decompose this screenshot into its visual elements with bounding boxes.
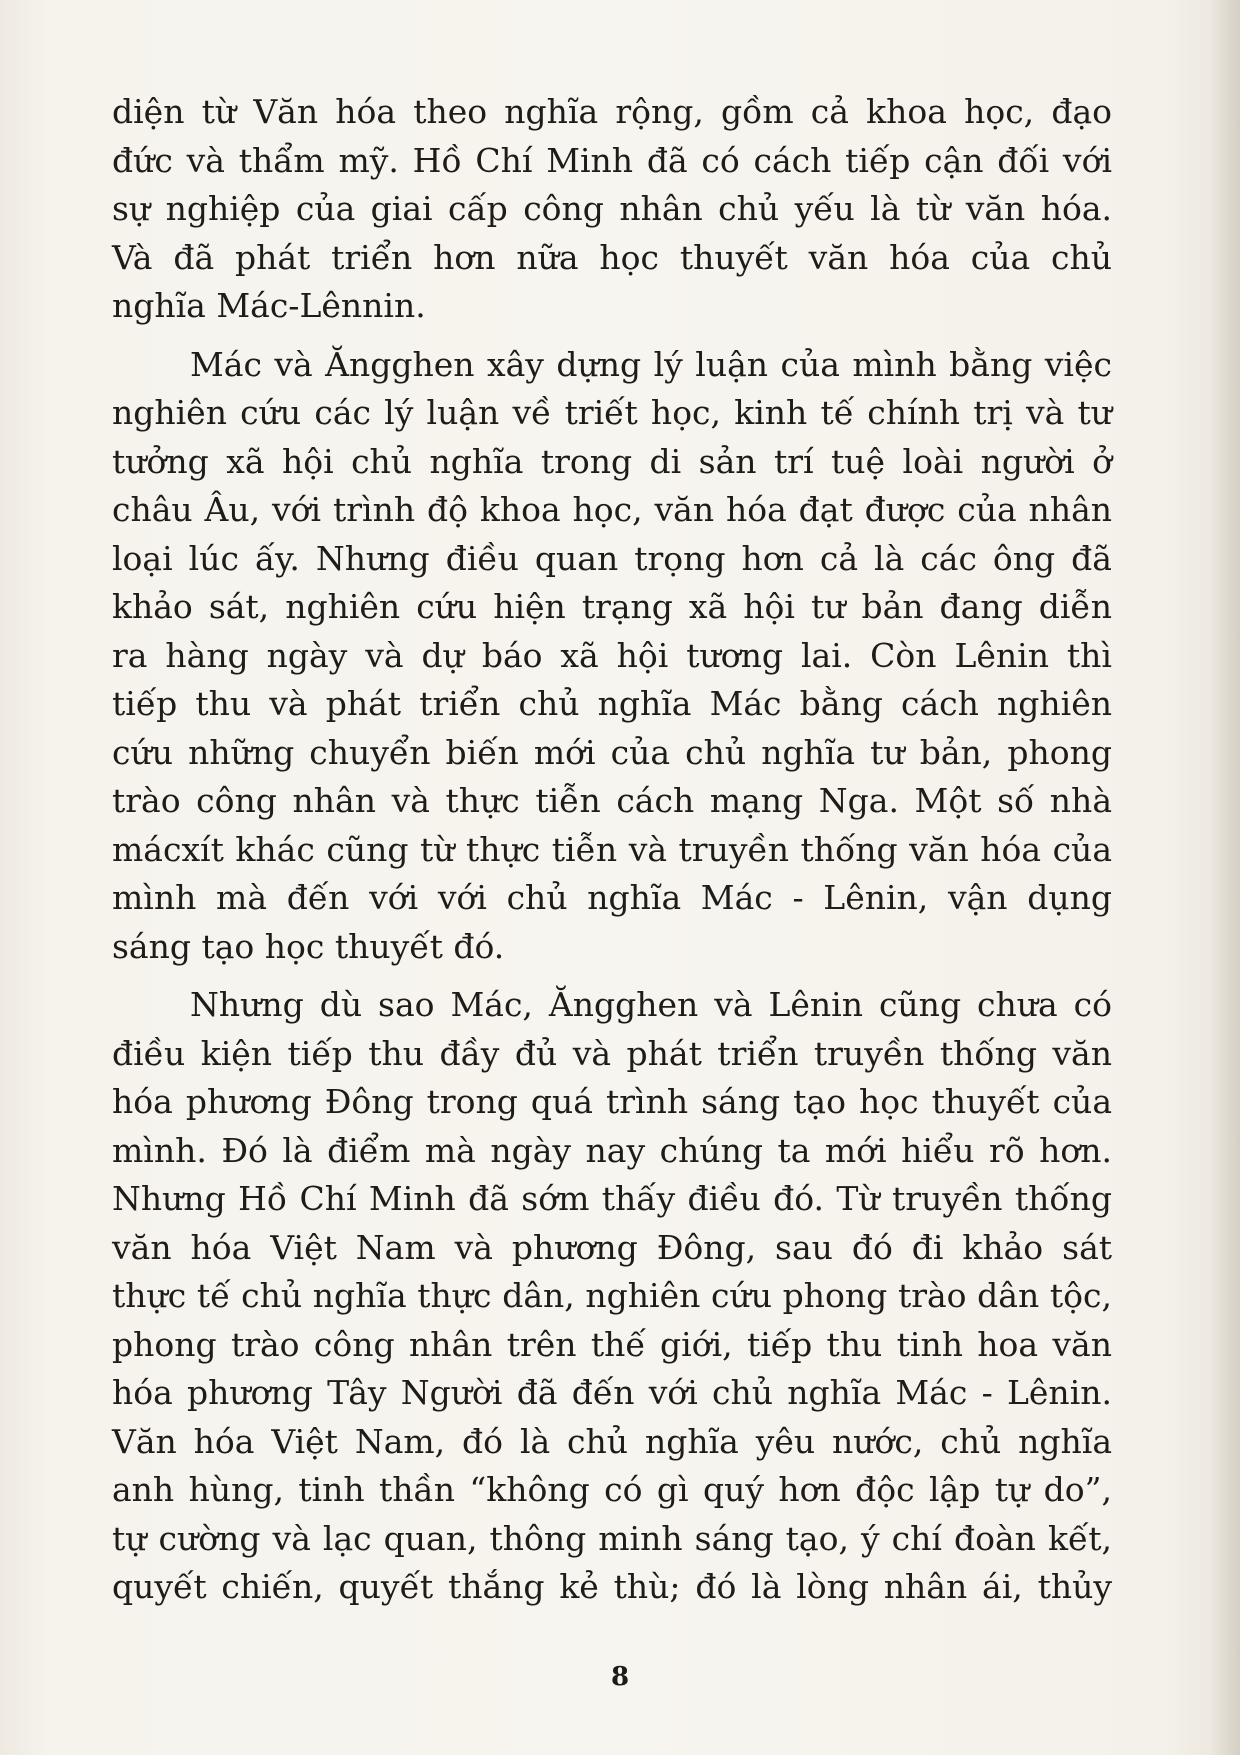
- text-line: ra hàng ngày và dự báo xã hội tương lai. Còn Lênin thì: [112, 635, 1112, 675]
- text-line: diện từ Văn hóa theo nghĩa rộng, gồm cả khoa học, đạo: [112, 92, 1112, 131]
- text-line: nghiên cứu các lý luận về triết học, kinh tế chính trị và tư: [112, 393, 1112, 432]
- text-line: cứu những chuyển biến mới của chủ nghĩa tư bản, phong: [112, 732, 1112, 772]
- text-line: nghĩa Mác-Lênnin.: [112, 286, 426, 325]
- body-text: [112, 88, 1112, 1622]
- paragraph-1: [112, 88, 1112, 331]
- text-line: loại lúc ấy. Nhưng điều quan trọng hơn cả là các ông đã: [112, 538, 1112, 578]
- text-line: tưởng xã hội chủ nghĩa trong di sản trí tuệ loài người ở: [112, 441, 1112, 481]
- text-line: châu Âu, với trình độ khoa học, văn hóa đạt được của nhân: [112, 490, 1112, 529]
- text-line: mình mà đến với với chủ nghĩa Mác - Lênin, vận dụng: [112, 878, 1112, 917]
- text-line: văn hóa Việt Nam và phương Đông, sau đó đi khảo sát: [112, 1227, 1112, 1267]
- text-line: Và đã phát triển hơn nữa học thuyết văn hóa của chủ: [112, 237, 1112, 277]
- text-line: mácxít khác cũng từ thực tiễn và truyền thống văn hóa của: [112, 829, 1112, 869]
- text-line: tiếp thu và phát triển chủ nghĩa Mác bằng cách nghiên: [112, 684, 1112, 723]
- text-line: hóa phương Tây Người đã đến với chủ nghĩa Mác - Lênin.: [112, 1373, 1112, 1412]
- text-line: mình. Đó là điểm mà ngày nay chúng ta mới hiểu rõ hơn.: [112, 1130, 1112, 1170]
- text-line: hóa phương Đông trong quá trình sáng tạo học thuyết của: [112, 1082, 1112, 1121]
- paragraph-3: [112, 981, 1112, 1612]
- text-line: đức và thẩm mỹ. Hồ Chí Minh đã có cách tiếp cận đối với: [112, 140, 1112, 180]
- text-line: Văn hóa Việt Nam, đó là chủ nghĩa yêu nước, chủ nghĩa: [112, 1421, 1112, 1461]
- paragraph-2: [112, 341, 1112, 972]
- text-line: khảo sát, nghiên cứu hiện trạng xã hội tư bản đang diễn: [112, 587, 1112, 626]
- page-number: 8: [610, 1662, 630, 1692]
- text-line: trào công nhân và thực tiễn cách mạng Nga. Một số nhà: [112, 781, 1112, 820]
- text-line: Nhưng Hồ Chí Minh đã sớm thấy điều đó. Từ truyền thống: [112, 1179, 1112, 1218]
- text-line: tự cường và lạc quan, thông minh sáng tạo, ý chí đoàn kết,: [112, 1518, 1112, 1558]
- text-line: phong trào công nhân trên thế giới, tiếp thu tinh hoa văn: [112, 1324, 1112, 1364]
- text-line: thực tế chủ nghĩa thực dân, nghiên cứu phong trào dân tộc,: [112, 1276, 1112, 1315]
- text-line: anh hùng, tinh thần “không có gì quý hơn độc lập tự do”,: [112, 1470, 1112, 1509]
- text-line: sáng tạo học thuyết đó.: [112, 926, 505, 966]
- page-edge-shadow: [1210, 0, 1240, 1755]
- text-line: quyết chiến, quyết thắng kẻ thù; đó là lòng nhân ái, thủy: [112, 1567, 1112, 1606]
- text-line: Nhưng dù sao Mác, Ăngghen và Lênin cũng chưa có: [190, 985, 1112, 1024]
- text-line: sự nghiệp của giai cấp công nhân chủ yếu là từ văn hóa.: [112, 189, 1112, 228]
- text-line: điều kiện tiếp thu đầy đủ và phát triển truyền thống văn: [112, 1033, 1112, 1073]
- text-line: Mác và Ăngghen xây dựng lý luận của mình bằng việc: [190, 344, 1112, 384]
